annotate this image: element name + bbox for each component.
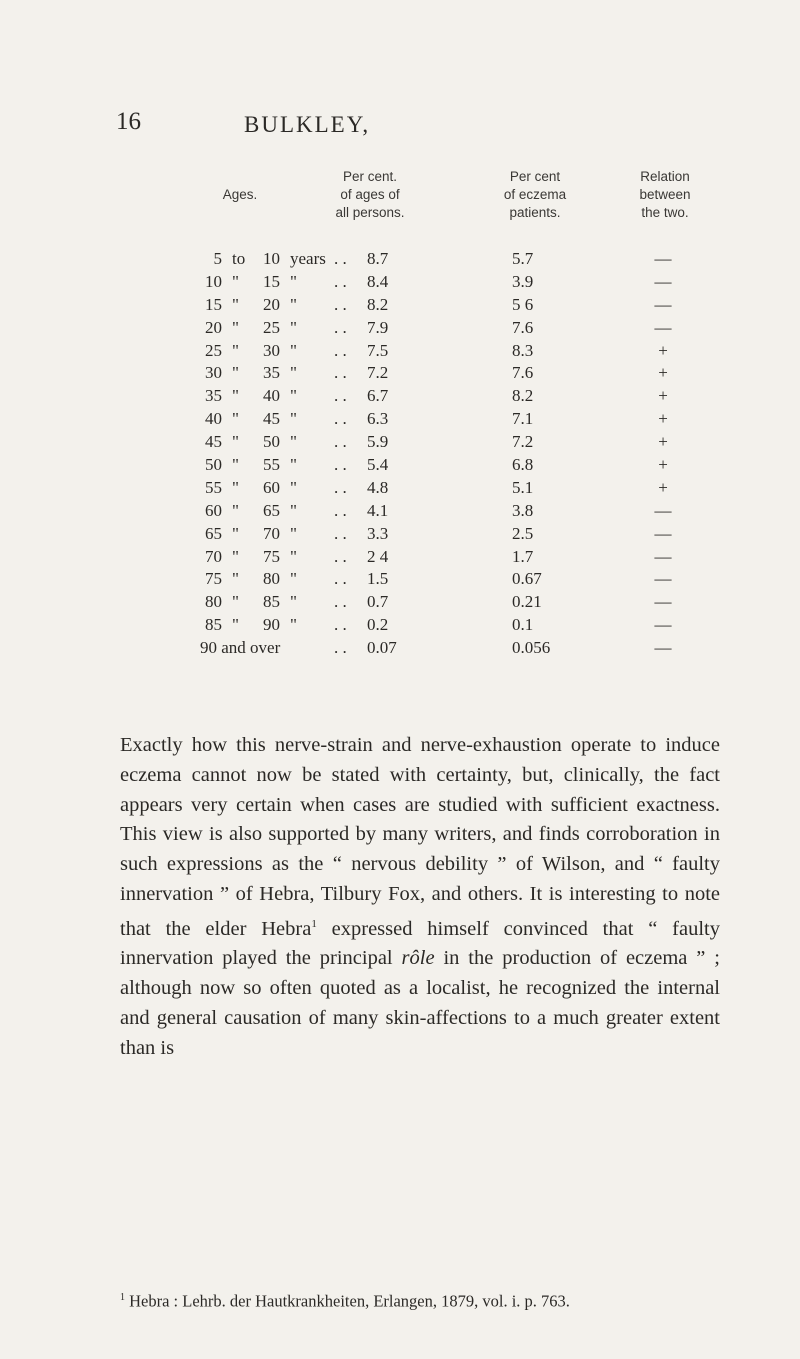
relation-cell: + (658, 386, 668, 406)
leader-dots: . . (334, 638, 347, 658)
unit-cell: " (290, 455, 297, 475)
percent-eczema-cell: 7.6 (512, 317, 534, 337)
age-from-cell: 55 (205, 477, 222, 497)
percent-eczema-cell: 0.1 (512, 615, 534, 635)
age-from-cell: 40 (205, 409, 222, 429)
percent-eczema-cell: 2.5 (512, 523, 534, 543)
age-to-cell: 45 (263, 409, 280, 429)
unit-cell: " (290, 340, 297, 360)
ditto-mark: " (232, 340, 239, 360)
percent-all-cell: 5.9 (367, 432, 389, 452)
leader-dots: . . (334, 615, 347, 635)
table-row (0, 614, 800, 637)
header-percent-all: Per cent. of ages of all persons. (335, 169, 405, 220)
unit-cell: " (290, 477, 297, 497)
percent-all-cell: 0.07 (367, 638, 397, 658)
table-row (0, 591, 800, 614)
leader-dots: . . (334, 523, 347, 543)
percent-all-cell: 0.7 (367, 592, 389, 612)
relation-cell: — (654, 615, 672, 635)
age-to-cell: 60 (263, 477, 280, 497)
ditto-mark: " (232, 500, 239, 520)
table-row (0, 546, 800, 569)
ditto-mark: " (232, 523, 239, 543)
percent-eczema-cell: 7.2 (512, 432, 534, 452)
age-from-cell: 5 (213, 249, 222, 268)
table-row (0, 431, 800, 454)
unit-cell: " (290, 615, 297, 635)
age-from-cell: 35 (205, 386, 222, 406)
ditto-mark: " (232, 615, 239, 635)
percent-eczema-cell: 3.8 (512, 500, 534, 520)
unit-cell: " (290, 294, 297, 314)
unit-cell: " (290, 363, 297, 383)
leader-dots: . . (334, 409, 347, 429)
ditto-mark: " (232, 455, 239, 475)
age-from-cell: 25 (205, 340, 222, 360)
ditto-mark: " (232, 546, 239, 566)
percent-all-cell: 1.5 (367, 569, 389, 589)
body-paragraph: Exactly how this nerve-strain and nerve-exhaustion operate to induce eczema cannot now be stated with certainty, but, clinically, the fact appears very certain when cases are studied with sufficient exactness. This view is also supported by many writers, and finds corroboration in such expressions as the “ nervous debility ” of Wilson, and “ faulty innervation ” of Hebra, Tilbury Fox, and others. It is interesting to note that the elder Hebra$^1$ expressed himself convinced that “ faulty innervation played the principal rôle in the production of eczema ” ; although now so often quoted as a localist, he recognized the internal and general causation of many skin-affections to a much greater extent than is (120, 734, 720, 1059)
percent-all-cell: 8.4 (367, 271, 389, 291)
age-to-cell: 75 (263, 546, 280, 566)
leader-dots: . . (334, 546, 347, 566)
leader-dots: . . (334, 500, 347, 520)
unit-cell: " (290, 409, 297, 429)
percent-all-cell: 3.3 (367, 523, 389, 543)
percent-eczema-cell: 5 6 (512, 294, 534, 314)
table-row (0, 294, 800, 317)
age-from-cell: 75 (205, 569, 222, 589)
age-to-cell: 15 (263, 271, 280, 291)
age-to-cell: 70 (263, 523, 280, 543)
leader-dots: . . (334, 432, 347, 452)
unit-cell: " (290, 386, 297, 406)
table-row (0, 500, 800, 523)
age-to-cell: 30 (263, 340, 280, 360)
age-to-cell: 90 (263, 615, 280, 635)
page-number: 16 (116, 108, 141, 135)
table-row (0, 523, 800, 546)
ditto-mark: " (232, 592, 239, 612)
relation-cell: + (658, 340, 668, 360)
unit-cell: " (290, 500, 297, 520)
relation-cell: — (654, 569, 672, 589)
unit-cell: " (290, 592, 297, 612)
percent-all-cell: 2 4 (367, 546, 389, 566)
data-table (0, 168, 800, 660)
ditto-mark: " (232, 386, 239, 406)
header-percent-eczema: Per cent of eczema patients. (503, 169, 567, 220)
table-row (0, 271, 800, 294)
age-range-label: 90 and over (200, 638, 281, 658)
age-to-cell: 80 (263, 569, 280, 589)
percent-all-cell: 6.7 (367, 386, 389, 406)
leader-dots: . . (334, 271, 347, 291)
age-from-cell: 45 (205, 432, 222, 452)
table-header (0, 168, 800, 248)
age-to-cell: 65 (263, 500, 280, 520)
age-to-cell: 55 (263, 455, 280, 475)
unit-cell: years (290, 249, 326, 268)
ditto-mark: " (232, 317, 239, 337)
leader-dots: . . (334, 340, 347, 360)
age-from-cell: 60 (205, 500, 222, 520)
age-from-cell: 30 (205, 363, 222, 383)
footnote-reference: 1 (311, 917, 317, 930)
header-ages: Ages. (222, 187, 258, 202)
footnote-mark: 1 (120, 1292, 125, 1303)
relation-cell: — (654, 638, 672, 658)
unit-cell: " (290, 271, 297, 291)
relation-cell: — (654, 249, 672, 268)
relation-cell: — (654, 546, 672, 566)
table-row (0, 385, 800, 408)
percent-all-cell: 7.2 (367, 363, 389, 383)
table-row (0, 248, 800, 271)
table-body (0, 248, 800, 637)
relation-cell: — (654, 592, 672, 612)
relation-cell: + (658, 409, 668, 429)
age-to-cell: 85 (263, 592, 280, 612)
age-from-cell: 65 (205, 523, 222, 543)
age-to-cell: 25 (263, 317, 280, 337)
percent-all-cell: 8.7 (367, 249, 389, 268)
relation-cell: + (658, 477, 668, 497)
relation-cell: — (654, 317, 672, 337)
table-row (0, 340, 800, 363)
ditto-mark: " (232, 363, 239, 383)
header-relation: Relation between the two. (639, 169, 691, 220)
relation-cell: — (654, 271, 672, 291)
leader-dots: . . (334, 317, 347, 337)
leader-dots: . . (334, 455, 347, 475)
percent-eczema-cell: 5.1 (512, 477, 534, 497)
table-row (0, 477, 800, 500)
percent-all-cell: 0.2 (367, 615, 389, 635)
percent-eczema-cell: 6.8 (512, 455, 534, 475)
age-to-cell: 40 (263, 386, 280, 406)
percent-all-cell: 4.8 (367, 477, 389, 497)
percent-eczema-cell: 7.1 (512, 409, 534, 429)
age-from-cell: 50 (205, 455, 222, 475)
percent-all-cell: 7.5 (367, 340, 389, 360)
table-row (0, 362, 800, 385)
ditto-mark: " (232, 477, 239, 497)
unit-cell: " (290, 569, 297, 589)
unit-cell: " (290, 317, 297, 337)
percent-eczema-cell: 8.3 (512, 340, 534, 360)
age-from-cell: 15 (205, 294, 222, 314)
percent-all-cell: 6.3 (367, 409, 389, 429)
percent-all-cell: 8.2 (367, 294, 389, 314)
ditto-mark: to (232, 249, 246, 268)
percent-all-cell: 5.4 (367, 455, 389, 475)
age-from-cell: 85 (205, 615, 222, 635)
percent-eczema-cell: 0.67 (512, 569, 542, 589)
age-to-cell: 35 (263, 363, 280, 383)
relation-cell: + (658, 455, 668, 475)
age-to-cell: 10 (263, 249, 280, 268)
leader-dots: . . (334, 363, 347, 383)
ditto-mark: " (232, 294, 239, 314)
age-from-cell: 70 (205, 546, 222, 566)
unit-cell: " (290, 546, 297, 566)
age-from-cell: 10 (205, 271, 222, 291)
age-to-cell: 50 (263, 432, 280, 452)
percent-eczema-cell: 0.056 (512, 638, 551, 658)
age-from-cell: 20 (205, 317, 222, 337)
italic-role: rôle (401, 947, 435, 970)
relation-cell: — (654, 294, 672, 314)
percent-eczema-cell: 7.6 (512, 363, 534, 383)
leader-dots: . . (334, 386, 347, 406)
leader-dots: . . (334, 569, 347, 589)
percent-eczema-cell: 5.7 (512, 249, 534, 268)
unit-cell: " (290, 523, 297, 543)
leader-dots: . . (334, 294, 347, 314)
leader-dots: . . (334, 249, 347, 268)
relation-cell: — (654, 500, 672, 520)
table-row (0, 454, 800, 477)
table-row (0, 568, 800, 591)
relation-cell: + (658, 363, 668, 383)
leader-dots: . . (334, 477, 347, 497)
percent-all-cell: 4.1 (367, 500, 389, 520)
percent-eczema-cell: 8.2 (512, 386, 534, 406)
percent-eczema-cell: 0.21 (512, 592, 542, 612)
relation-cell: + (658, 432, 668, 452)
unit-cell: " (290, 432, 297, 452)
ditto-mark: " (232, 432, 239, 452)
ditto-mark: " (232, 271, 239, 291)
running-head: BULKLEY, (244, 112, 371, 137)
table-row (0, 317, 800, 340)
ditto-mark: " (232, 409, 239, 429)
age-to-cell: 20 (263, 294, 280, 314)
footnote: $^1$ Hebra : Lehrb. der Hautkrankheiten, Erlangen, 1879, vol. i. p. 763. (120, 1291, 570, 1311)
percent-eczema-cell: 3.9 (512, 271, 534, 291)
percent-all-cell: 7.9 (367, 317, 389, 337)
ditto-mark: " (232, 569, 239, 589)
age-from-cell: 80 (205, 592, 222, 612)
leader-dots: . . (334, 592, 347, 612)
relation-cell: — (654, 523, 672, 543)
percent-eczema-cell: 1.7 (512, 546, 534, 566)
table-row-last (0, 637, 800, 660)
table-row (0, 408, 800, 431)
